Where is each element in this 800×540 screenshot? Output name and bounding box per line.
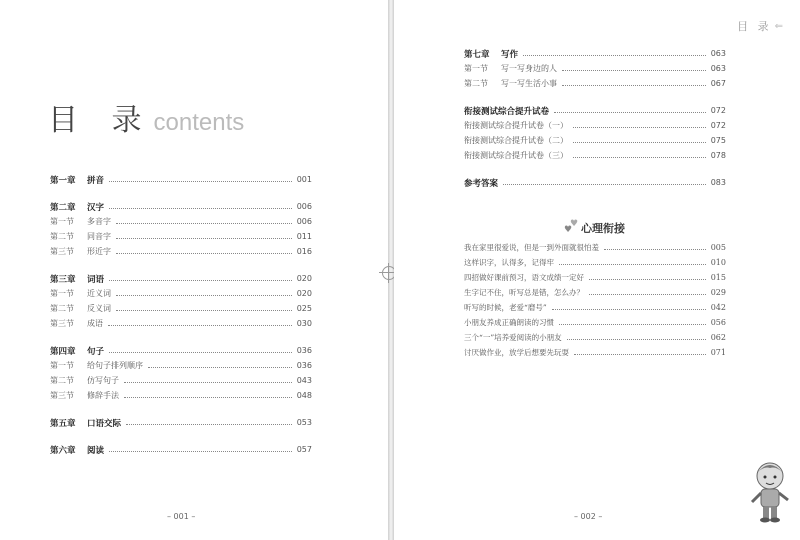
toc-entry-title: 写一写生活小事 [501, 79, 557, 88]
toc-section-row[interactable] [50, 214, 312, 229]
toc-section-row[interactable] [464, 255, 726, 270]
toc-entry-number: 第六章 [50, 445, 76, 456]
toc-right [464, 46, 726, 190]
psy-heading-text: 心理衔接 [581, 222, 625, 235]
toc-entry-title: 讨厌做作业，放学后想要先玩耍 [464, 348, 569, 357]
toc-section-row[interactable] [464, 315, 726, 330]
corner-label-text: 目 录 [737, 20, 772, 33]
toc-entry-title: 我在家里很爱说，但是一到外面就很怕羞 [464, 243, 599, 252]
toc-entry-number: 第三节 [50, 247, 74, 256]
dot-leader [589, 294, 706, 295]
toc-page-number: 006 [296, 202, 312, 211]
toc-gap [464, 91, 726, 103]
toc-page-number: 071 [710, 348, 726, 357]
toc-entry-label [50, 390, 119, 401]
dot-leader [109, 451, 292, 452]
toc-left [50, 172, 312, 457]
toc-section-row[interactable] [464, 118, 726, 133]
toc-entry-label [464, 242, 599, 253]
dot-leader [124, 382, 292, 383]
toc-page-number: 083 [710, 178, 726, 187]
toc-page-number: 011 [296, 232, 312, 241]
toc-entry-label [464, 78, 557, 89]
toc-entry-title: 这样识字，认得多，记得牢 [464, 258, 554, 267]
toc-entry-title: 同音字 [87, 232, 111, 241]
toc-chapter-row[interactable] [50, 271, 312, 286]
toc-entry-title: 反义词 [87, 304, 111, 313]
arrow-left-icon: ⇐ [774, 20, 786, 32]
toc-section-row[interactable] [50, 358, 312, 373]
toc-entry-label [464, 120, 568, 131]
toc-gap [50, 259, 312, 271]
toc-section-row[interactable] [464, 240, 726, 255]
toc-page-number: 036 [296, 346, 312, 355]
toc-section-row[interactable] [50, 229, 312, 244]
toc-section-row[interactable] [464, 148, 726, 163]
toc-gap [50, 187, 312, 199]
toc-chapter-row[interactable] [50, 343, 312, 358]
toc-entry-title: 四招做好课前预习，语文成绩一定好 [464, 273, 584, 282]
toc-entry-title: 生字记不住，听写总是错，怎么办？ [464, 288, 584, 297]
toc-entry-title: 汉字 [87, 202, 105, 213]
toc-section-row[interactable] [464, 133, 726, 148]
toc-entry-label [464, 105, 549, 117]
dot-leader [554, 112, 706, 113]
toc-entry-title: 词语 [87, 274, 105, 285]
toc-entry-number: 第二节 [50, 376, 74, 385]
dot-leader [116, 295, 292, 296]
dot-leader [562, 85, 706, 86]
toc-entry-number: 第一节 [50, 217, 74, 226]
toc-entry-title: 成语 [87, 319, 103, 328]
dot-leader [574, 354, 706, 355]
toc-section-row[interactable] [50, 388, 312, 403]
toc-entry-label [50, 216, 111, 227]
toc-entry-number: 第二节 [50, 232, 74, 241]
toc-entry-title: 衔接测试综合提升试卷 [464, 106, 550, 117]
toc-gap [50, 403, 312, 415]
toc-page-number: 001 [296, 175, 312, 184]
toc-entry-title: 小朋友养成正确朗读的习惯 [464, 318, 554, 327]
toc-page-number: 020 [296, 274, 312, 283]
page-number-right: – 002 – [574, 512, 603, 521]
toc-page-number: 072 [710, 106, 726, 115]
toc-page-number: 020 [296, 289, 312, 298]
psy-list [464, 240, 726, 360]
toc-entry-label [50, 201, 104, 213]
title-english: contents [153, 109, 245, 136]
toc-entry-label [50, 231, 111, 242]
dot-leader [109, 208, 292, 209]
toc-entry-title: 多音字 [87, 217, 111, 226]
toc-section-row[interactable] [50, 316, 312, 331]
dot-leader [589, 279, 706, 280]
toc-section-row[interactable] [464, 61, 726, 76]
toc-entry-label [464, 48, 518, 60]
dot-leader [148, 367, 292, 368]
toc-page-number: 029 [710, 288, 726, 297]
dot-leader [523, 55, 706, 56]
toc-entry-number: 第二章 [50, 202, 76, 213]
toc-page-number: 067 [710, 79, 726, 88]
toc-chapter-row[interactable] [50, 442, 312, 457]
dot-leader [573, 142, 706, 143]
toc-chapter-row[interactable] [50, 415, 312, 430]
cartoon-boy-icon [748, 458, 792, 524]
toc-entry-title: 形近字 [87, 247, 111, 256]
toc-entry-label [50, 174, 104, 186]
hearts-icon: ♥ ♥ [564, 219, 579, 235]
toc-entry-title: 给句子排列顺序 [87, 361, 143, 370]
toc-page-number: 043 [296, 376, 312, 385]
toc-gap [50, 331, 312, 343]
dot-leader [109, 280, 292, 281]
toc-entry-number: 第三章 [50, 274, 76, 285]
toc-entry-label [464, 135, 568, 146]
toc-entry-number: 第七章 [464, 49, 490, 60]
toc-entry-title: 三个“一”培养爱阅读的小朋友 [464, 333, 562, 342]
toc-entry-title: 近义词 [87, 289, 111, 298]
toc-chapter-row[interactable] [50, 172, 312, 187]
toc-section-row[interactable] [464, 300, 726, 315]
toc-page-number: 015 [710, 273, 726, 282]
toc-entry-label [464, 302, 547, 313]
toc-section-row[interactable] [464, 270, 726, 285]
toc-entry-number: 第一节 [50, 289, 74, 298]
toc-entry-label [50, 345, 104, 357]
toc-entry-number: 第二节 [50, 304, 74, 313]
toc-gap [50, 430, 312, 442]
toc-entry-number: 第三节 [50, 391, 74, 400]
toc-entry-number: 第二节 [464, 79, 488, 88]
toc-page-number: 006 [296, 217, 312, 226]
toc-entry-title: 写一写身边的人 [501, 64, 557, 73]
toc-entry-title: 衔接测试综合提升试卷（一） [464, 121, 568, 130]
toc-section-row[interactable] [464, 330, 726, 345]
toc-page-number: 063 [710, 49, 726, 58]
toc-entry-title: 口语交际 [87, 418, 122, 429]
dot-leader [567, 339, 706, 340]
dot-leader [573, 127, 706, 128]
toc-entry-number: 第三节 [50, 319, 74, 328]
toc-chapter-row[interactable] [464, 46, 726, 61]
toc-entry-label [464, 317, 554, 328]
toc-entry-title: 句子 [87, 346, 105, 357]
toc-section-row[interactable] [50, 301, 312, 316]
toc-page-number: 030 [296, 319, 312, 328]
dot-leader [116, 310, 292, 311]
toc-entry-title: 参考答案 [464, 178, 499, 189]
toc-entry-number: 第五章 [50, 418, 76, 429]
toc-entry-number: 第四章 [50, 346, 76, 357]
toc-page-number: 078 [710, 151, 726, 160]
toc-page-number: 042 [710, 303, 726, 312]
right-page [394, 0, 800, 540]
toc-entry-label [464, 257, 554, 268]
contents-title [48, 95, 244, 139]
toc-chapter-row[interactable] [50, 199, 312, 214]
toc-section-row[interactable] [464, 345, 726, 360]
toc-entry-title: 仿写句子 [87, 376, 119, 385]
toc-chapter-row[interactable] [464, 175, 726, 190]
toc-entry-label [50, 288, 111, 299]
toc-gap [464, 163, 726, 175]
toc-entry-number: 第一节 [50, 361, 74, 370]
toc-page-number: 063 [710, 64, 726, 73]
dot-leader [552, 309, 706, 310]
toc-page-number: 010 [710, 258, 726, 267]
toc-entry-title: 听写的时候，老爱“磨号” [464, 303, 547, 312]
toc-page-number: 005 [710, 243, 726, 252]
toc-entry-label [50, 273, 104, 285]
toc-section-row[interactable] [50, 244, 312, 259]
toc-page-number: 048 [296, 391, 312, 400]
toc-page-number: 056 [710, 318, 726, 327]
toc-section-row[interactable] [464, 285, 726, 300]
toc-entry-label [50, 417, 121, 429]
toc-entry-label [50, 318, 103, 329]
dot-leader [108, 325, 292, 326]
toc-entry-label [50, 375, 119, 386]
dot-leader [559, 264, 706, 265]
toc-entry-label [464, 63, 557, 74]
toc-page-number: 016 [296, 247, 312, 256]
toc-entry-label [464, 287, 584, 298]
toc-page-number: 025 [296, 304, 312, 313]
toc-entry-title: 拼音 [87, 175, 105, 186]
toc-entry-title: 写作 [501, 49, 519, 60]
toc-page-number: 075 [710, 136, 726, 145]
dot-leader [559, 324, 706, 325]
dot-leader [562, 70, 706, 71]
toc-entry-title: 修辞手法 [87, 391, 119, 400]
dot-leader [116, 253, 292, 254]
dot-leader [116, 223, 292, 224]
toc-entry-label [50, 360, 143, 371]
toc-entry-label [464, 347, 569, 358]
toc-entry-label [464, 332, 562, 343]
dot-leader [503, 184, 706, 185]
dot-leader [573, 157, 706, 158]
toc-entry-title: 衔接测试综合提升试卷（三） [464, 151, 568, 160]
dot-leader [124, 397, 292, 398]
toc-page-number: 057 [296, 445, 312, 454]
toc-entry-number: 第一章 [50, 175, 76, 186]
dot-leader [116, 238, 292, 239]
toc-entry-label [464, 150, 568, 161]
toc-section-row[interactable] [50, 373, 312, 388]
toc-entry-title: 阅读 [87, 445, 105, 456]
corner-label [737, 18, 786, 34]
toc-chapter-row[interactable] [464, 103, 726, 118]
toc-section-row[interactable] [50, 286, 312, 301]
toc-entry-label [50, 246, 111, 257]
toc-entry-label [464, 177, 498, 189]
dot-leader [604, 249, 706, 250]
dot-leader [109, 352, 292, 353]
toc-section-row[interactable] [464, 76, 726, 91]
title-chinese: 目 录 [48, 103, 154, 138]
toc-entry-label [50, 444, 104, 456]
toc-entry-title: 衔接测试综合提升试卷（二） [464, 136, 568, 145]
toc-page-number: 036 [296, 361, 312, 370]
page-number-left: – 001 – [167, 512, 196, 521]
toc-entry-label [50, 303, 111, 314]
dot-leader [109, 181, 292, 182]
toc-entry-label [464, 272, 584, 283]
toc-page-number: 072 [710, 121, 726, 130]
psy-heading [564, 220, 625, 236]
toc-entry-number: 第一节 [464, 64, 488, 73]
left-page [0, 0, 388, 540]
toc-page-number: 062 [710, 333, 726, 342]
toc-page-number: 053 [296, 418, 312, 427]
dot-leader [126, 424, 292, 425]
